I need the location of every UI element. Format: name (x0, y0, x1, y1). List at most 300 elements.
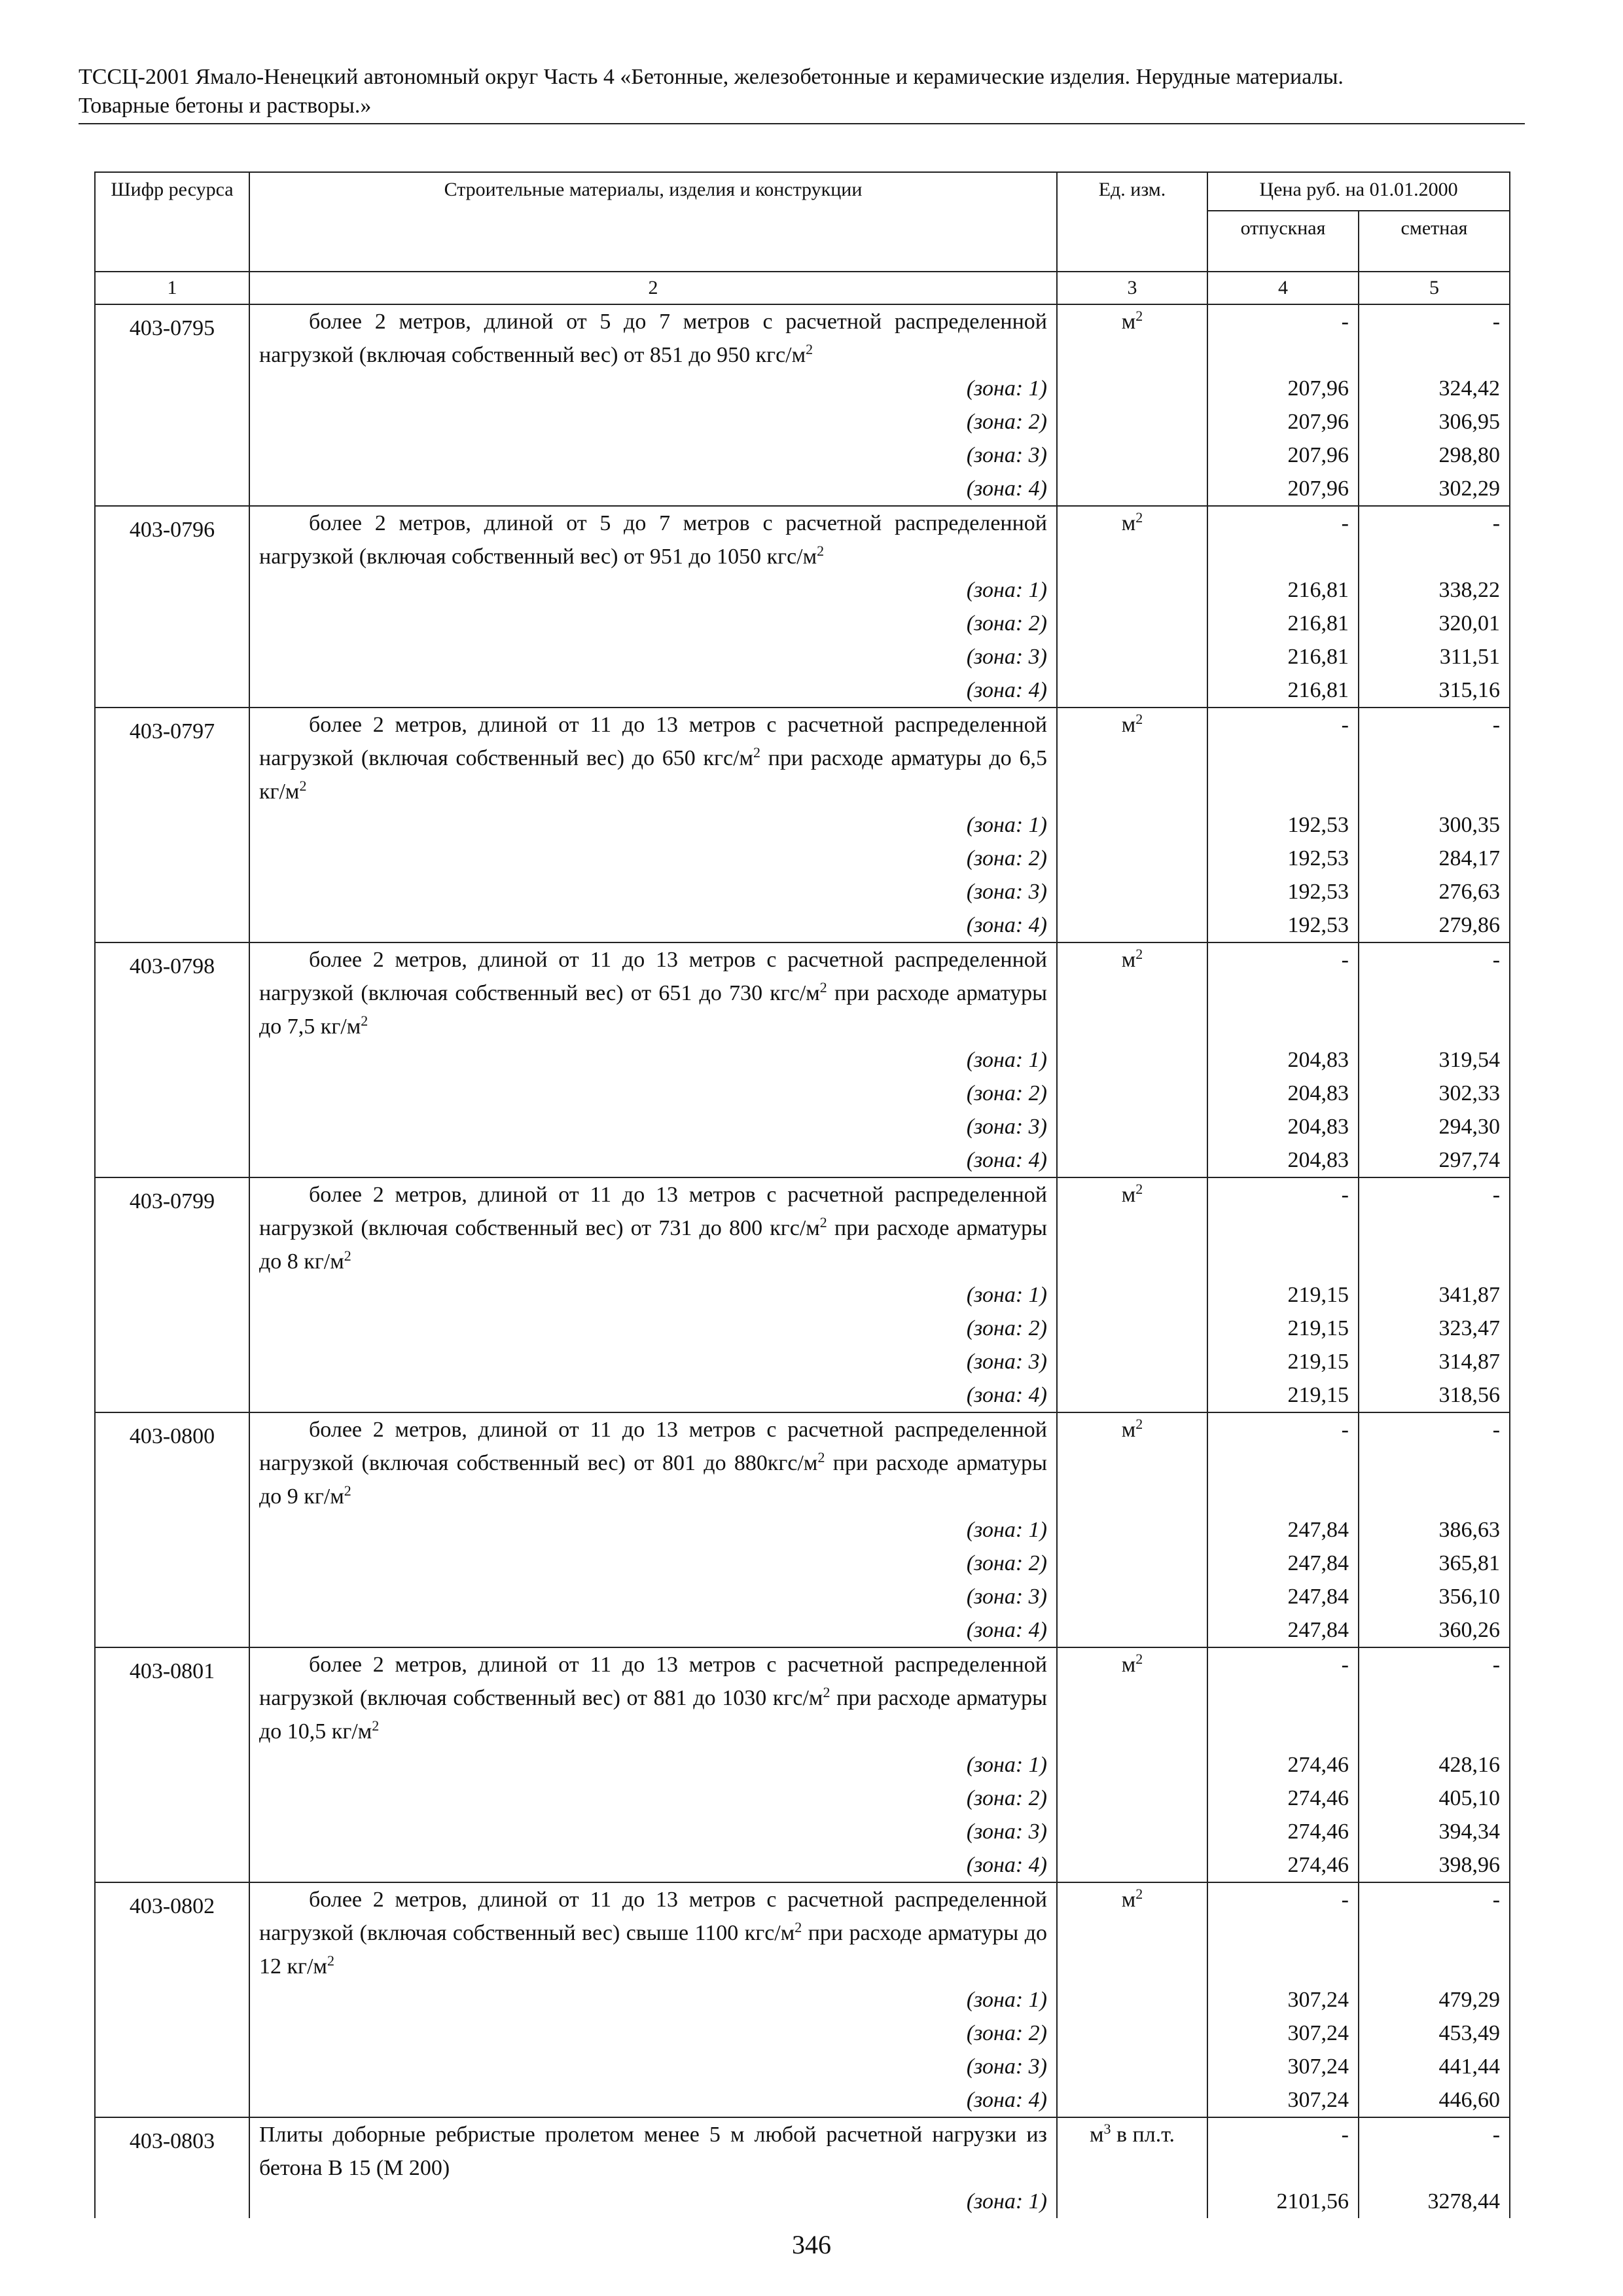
col-num-5: 5 (1359, 272, 1510, 304)
zone-row (95, 2185, 1510, 2218)
unit-superscript: 2 (1135, 710, 1143, 727)
unit-text: м (1121, 511, 1136, 535)
zone-code-empty (95, 1580, 249, 1613)
description-superscript: 2 (753, 744, 761, 761)
zone-estimate-price: 311,51 (1359, 640, 1510, 673)
zone-row (95, 2083, 1510, 2117)
zone-row (95, 1613, 1510, 1647)
release-price: - (1207, 1177, 1359, 1278)
zone-code-empty (95, 2185, 249, 2218)
description-superscript-2: 2 (299, 777, 307, 794)
item-description (249, 942, 1057, 1043)
zone-estimate-price: 341,87 (1359, 1278, 1510, 1312)
zone-estimate-price: 319,54 (1359, 1043, 1510, 1077)
unit-text: м (1121, 1183, 1136, 1207)
zone-row (95, 1547, 1510, 1580)
table-header (95, 172, 1510, 304)
zone-estimate-price: 453,49 (1359, 2017, 1510, 2050)
zone-unit-empty (1057, 2083, 1207, 2117)
unit-superscript: 2 (1135, 1180, 1143, 1197)
description-text: более 2 метров, длиной от 11 до 13 метров с расчетной распределенной нагрузкой (включая собственный вес) от 731 до 800 кгс/м (259, 1183, 1047, 1240)
col-num-3: 3 (1057, 272, 1207, 304)
resource-code: 403-0795 (95, 304, 249, 372)
zone-code-empty (95, 2083, 249, 2117)
zone-row (95, 1848, 1510, 1882)
zone-estimate-price: 394,34 (1359, 1815, 1510, 1848)
estimate-price: - (1359, 1647, 1510, 1748)
zone-code-empty (95, 1043, 249, 1077)
zone-release-price: 216,81 (1207, 607, 1359, 640)
table-body (95, 304, 1510, 2218)
page-number: 346 (792, 2230, 831, 2259)
zone-code-empty (95, 1547, 249, 1580)
zone-estimate-price: 405,10 (1359, 1782, 1510, 1815)
table-row (95, 942, 1510, 1043)
col-estimate-header: сметная (1359, 211, 1510, 272)
table-row (95, 304, 1510, 372)
description-superscript: 2 (806, 340, 813, 357)
col-price-header: Цена руб. на 01.01.2000 (1207, 172, 1510, 211)
zone-unit-empty (1057, 573, 1207, 607)
zone-row (95, 875, 1510, 908)
zone-estimate-price: 324,42 (1359, 372, 1510, 405)
zone-code-empty (95, 1815, 249, 1848)
zone-estimate-price: 446,60 (1359, 2083, 1510, 2117)
zone-code-empty (95, 607, 249, 640)
zone-label: (зона: 3) (249, 1580, 1057, 1613)
zone-code-empty (95, 1848, 249, 1882)
unit-superscript: 2 (1135, 1885, 1143, 1902)
zone-release-price: 219,15 (1207, 1278, 1359, 1312)
zone-row (95, 1580, 1510, 1613)
zone-code-empty (95, 472, 249, 506)
zone-unit-empty (1057, 1345, 1207, 1378)
description-superscript: 2 (819, 978, 827, 996)
description-text: более 2 метров, длиной от 11 до 13 метров с расчетной распределенной нагрузкой (включая собственный вес) от 881 до 1030 кгс/м (259, 1653, 1047, 1710)
zone-estimate-price: 279,86 (1359, 908, 1510, 942)
resource-code: 403-0798 (95, 942, 249, 1043)
zone-code-empty (95, 2050, 249, 2083)
zone-label: (зона: 2) (249, 607, 1057, 640)
unit (1057, 1177, 1207, 1278)
zone-estimate-price: 338,22 (1359, 573, 1510, 607)
description-tail: при расходе арматуры до 12 кг/м (259, 1921, 1047, 1979)
zone-code-empty (95, 1312, 249, 1345)
zone-unit-empty (1057, 875, 1207, 908)
zone-row (95, 1312, 1510, 1345)
zone-estimate-price: 428,16 (1359, 1748, 1510, 1782)
zone-estimate-price: 356,10 (1359, 1580, 1510, 1613)
zone-unit-empty (1057, 1043, 1207, 1077)
resource-code: 403-0799 (95, 1177, 249, 1278)
zone-code-empty (95, 2017, 249, 2050)
col-num-4: 4 (1207, 272, 1359, 304)
zone-unit-empty (1057, 1143, 1207, 1177)
zone-code-empty (95, 1110, 249, 1143)
zone-release-price: 216,81 (1207, 573, 1359, 607)
unit-superscript: 2 (1135, 509, 1143, 526)
zone-row (95, 908, 1510, 942)
release-price: - (1207, 1882, 1359, 1983)
description-superscript: 2 (823, 1683, 830, 1700)
description-text: более 2 метров, длиной от 11 до 13 метров с расчетной распределенной нагрузкой (включая собственный вес) свыше 1100 кгс/м (259, 1888, 1047, 1945)
estimate-price: - (1359, 304, 1510, 372)
resource-code: 403-0801 (95, 1647, 249, 1748)
zone-unit-empty (1057, 1312, 1207, 1345)
zone-release-price: 247,84 (1207, 1580, 1359, 1613)
zone-row (95, 1143, 1510, 1177)
zone-unit-empty (1057, 1077, 1207, 1110)
zone-release-price: 307,24 (1207, 2017, 1359, 2050)
zone-code-empty (95, 1613, 249, 1647)
zone-label: (зона: 3) (249, 2050, 1057, 2083)
unit (1057, 708, 1207, 808)
table-row (95, 1882, 1510, 1983)
resource-code: 403-0802 (95, 1882, 249, 1983)
table-row (95, 506, 1510, 573)
zone-code-empty (95, 1983, 249, 2017)
zone-estimate-price: 398,96 (1359, 1848, 1510, 1882)
zone-estimate-price: 365,81 (1359, 1547, 1510, 1580)
zone-label: (зона: 4) (249, 1143, 1057, 1177)
zone-estimate-price: 314,87 (1359, 1345, 1510, 1378)
zone-row (95, 1077, 1510, 1110)
zone-label: (зона: 1) (249, 1513, 1057, 1547)
zone-release-price: 204,83 (1207, 1077, 1359, 1110)
zone-estimate-price: 315,16 (1359, 673, 1510, 708)
release-price: - (1207, 708, 1359, 808)
estimate-price: - (1359, 708, 1510, 808)
table-row (95, 1177, 1510, 1278)
item-description (249, 708, 1057, 808)
unit-superscript: 2 (1135, 307, 1143, 324)
price-table (94, 171, 1510, 2218)
col-code-header: Шифр ресурса (95, 172, 249, 272)
zone-code-empty (95, 405, 249, 439)
release-price: - (1207, 304, 1359, 372)
page-header (79, 63, 1525, 124)
estimate-price: - (1359, 1882, 1510, 1983)
description-text: более 2 метров, длиной от 11 до 13 метров с расчетной распределенной нагрузкой (включая собственный вес) от 651 до 730 кгс/м (259, 948, 1047, 1005)
zone-label: (зона: 1) (249, 2185, 1057, 2218)
description-superscript-2: 2 (327, 1952, 334, 1969)
zone-label: (зона: 4) (249, 472, 1057, 506)
zone-unit-empty (1057, 1748, 1207, 1782)
zone-estimate-price: 276,63 (1359, 875, 1510, 908)
zone-label: (зона: 1) (249, 573, 1057, 607)
zone-unit-empty (1057, 472, 1207, 506)
description-text: более 2 метров, длиной от 11 до 13 метров с расчетной распределенной нагрузкой (включая собственный вес) от 801 до 880кгс/м (259, 1418, 1047, 1475)
zone-code-empty (95, 1345, 249, 1378)
zone-row (95, 673, 1510, 708)
zone-unit-empty (1057, 1378, 1207, 1412)
zone-code-empty (95, 673, 249, 708)
zone-release-price: 219,15 (1207, 1312, 1359, 1345)
zone-label: (зона: 2) (249, 405, 1057, 439)
zone-estimate-price: 294,30 (1359, 1110, 1510, 1143)
zone-row (95, 1345, 1510, 1378)
unit (1057, 1647, 1207, 1748)
col-num-1: 1 (95, 272, 249, 304)
zone-unit-empty (1057, 1815, 1207, 1848)
header-line-2: Товарные бетоны и растворы.» (79, 94, 372, 118)
unit-superscript: 2 (1135, 1650, 1143, 1667)
zone-code-empty (95, 573, 249, 607)
header-line-1: ТССЦ-2001 Ямало-Ненецкий автономный округ Часть 4 «Бетонные, железобетонные и керамические изделия. Нерудные материалы. (79, 65, 1344, 89)
description-superscript-2: 2 (344, 1482, 351, 1499)
zone-release-price: 274,46 (1207, 1815, 1359, 1848)
zone-label: (зона: 4) (249, 1613, 1057, 1647)
zone-unit-empty (1057, 1580, 1207, 1613)
table-row (95, 2117, 1510, 2185)
zone-release-price: 216,81 (1207, 640, 1359, 673)
zone-label: (зона: 3) (249, 439, 1057, 472)
zone-release-price: 247,84 (1207, 1613, 1359, 1647)
zone-unit-empty (1057, 2017, 1207, 2050)
zone-row (95, 2050, 1510, 2083)
zone-label: (зона: 1) (249, 1278, 1057, 1312)
item-description (249, 304, 1057, 372)
zone-release-price: 192,53 (1207, 842, 1359, 875)
unit-superscript: 2 (1135, 945, 1143, 962)
zone-unit-empty (1057, 607, 1207, 640)
zone-row (95, 1748, 1510, 1782)
zone-code-empty (95, 808, 249, 842)
zone-unit-empty (1057, 1983, 1207, 2017)
zone-label: (зона: 4) (249, 1848, 1057, 1882)
zone-label: (зона: 3) (249, 1110, 1057, 1143)
zone-label: (зона: 1) (249, 372, 1057, 405)
zone-label: (зона: 4) (249, 2083, 1057, 2117)
description-superscript-2: 2 (344, 1247, 351, 1264)
zone-row (95, 607, 1510, 640)
unit (1057, 2117, 1207, 2185)
zone-unit-empty (1057, 2185, 1207, 2218)
description-tail: при расходе арматуры до 7,5 кг/м (259, 981, 1047, 1039)
item-description (249, 506, 1057, 573)
description-tail: при расходе арматуры до 10,5 кг/м (259, 1686, 1047, 1744)
description-text: более 2 метров, длиной от 5 до 7 метров с расчетной распределенной нагрузкой (включая собственный вес) от 851 до 950 кгс/м (259, 310, 1047, 367)
zone-estimate-price: 306,95 (1359, 405, 1510, 439)
unit-superscript: 3 (1103, 2120, 1111, 2137)
zone-label: (зона: 3) (249, 875, 1057, 908)
zone-release-price: 207,96 (1207, 372, 1359, 405)
resource-code: 403-0796 (95, 506, 249, 573)
description-tail: при расходе арматуры до 6,5 кг/м (259, 746, 1047, 804)
zone-label: (зона: 3) (249, 1815, 1057, 1848)
zone-label: (зона: 1) (249, 1748, 1057, 1782)
description-tail: при расходе арматуры до 8 кг/м (259, 1216, 1047, 1274)
zone-estimate-price: 284,17 (1359, 842, 1510, 875)
unit-text: м (1121, 310, 1136, 334)
description-superscript-2: 2 (361, 1012, 368, 1029)
item-description (249, 2117, 1057, 2185)
zone-code-empty (95, 439, 249, 472)
unit-text: м (1121, 1418, 1136, 1442)
zone-release-price: 207,96 (1207, 439, 1359, 472)
zone-unit-empty (1057, 372, 1207, 405)
unit-text: м (1121, 948, 1136, 972)
zone-estimate-price: 479,29 (1359, 1983, 1510, 2017)
unit-text: м (1089, 2123, 1104, 2147)
zone-label: (зона: 4) (249, 673, 1057, 708)
zone-estimate-price: 297,74 (1359, 1143, 1510, 1177)
zone-row (95, 405, 1510, 439)
zone-estimate-price: 318,56 (1359, 1378, 1510, 1412)
zone-release-price: 247,84 (1207, 1547, 1359, 1580)
zone-release-price: 2101,56 (1207, 2185, 1359, 2218)
zone-release-price: 192,53 (1207, 875, 1359, 908)
zone-release-price: 307,24 (1207, 1983, 1359, 2017)
zone-estimate-price: 320,01 (1359, 607, 1510, 640)
zone-release-price: 204,83 (1207, 1043, 1359, 1077)
zone-row (95, 1815, 1510, 1848)
zone-label: (зона: 2) (249, 1547, 1057, 1580)
zone-unit-empty (1057, 405, 1207, 439)
zone-release-price: 274,46 (1207, 1848, 1359, 1882)
zone-label: (зона: 3) (249, 640, 1057, 673)
unit-text: м (1121, 1653, 1136, 1677)
zone-estimate-price: 441,44 (1359, 2050, 1510, 2083)
zone-label: (зона: 4) (249, 908, 1057, 942)
zone-release-price: 219,15 (1207, 1378, 1359, 1412)
zone-label: (зона: 2) (249, 842, 1057, 875)
zone-release-price: 307,24 (1207, 2083, 1359, 2117)
zone-code-empty (95, 372, 249, 405)
zone-unit-empty (1057, 1110, 1207, 1143)
zone-release-price: 192,53 (1207, 908, 1359, 942)
zone-release-price: 207,96 (1207, 472, 1359, 506)
zone-row (95, 1110, 1510, 1143)
estimate-price: - (1359, 1412, 1510, 1513)
zone-row (95, 1983, 1510, 2017)
zone-label: (зона: 2) (249, 2017, 1057, 2050)
zone-release-price: 274,46 (1207, 1782, 1359, 1815)
resource-code: 403-0800 (95, 1412, 249, 1513)
zone-release-price: 192,53 (1207, 808, 1359, 842)
estimate-price: - (1359, 2117, 1510, 2185)
zone-row (95, 1782, 1510, 1815)
zone-release-price: 216,81 (1207, 673, 1359, 708)
zone-label: (зона: 1) (249, 1043, 1057, 1077)
zone-unit-empty (1057, 640, 1207, 673)
zone-label: (зона: 1) (249, 1983, 1057, 2017)
description-superscript: 2 (819, 1213, 827, 1230)
col-name-header: Строительные материалы, изделия и конструкции (249, 172, 1057, 272)
zone-estimate-price: 298,80 (1359, 439, 1510, 472)
zone-unit-empty (1057, 673, 1207, 708)
zone-unit-empty (1057, 1782, 1207, 1815)
zone-unit-empty (1057, 439, 1207, 472)
table-row (95, 1412, 1510, 1513)
zone-label: (зона: 1) (249, 808, 1057, 842)
zone-code-empty (95, 875, 249, 908)
zone-label: (зона: 2) (249, 1782, 1057, 1815)
zone-estimate-price: 3278,44 (1359, 2185, 1510, 2218)
zone-row (95, 1278, 1510, 1312)
estimate-price: - (1359, 942, 1510, 1043)
zone-row (95, 1378, 1510, 1412)
zone-code-empty (95, 1378, 249, 1412)
zone-unit-empty (1057, 842, 1207, 875)
table-row (95, 1647, 1510, 1748)
zone-row (95, 372, 1510, 405)
zone-release-price: 207,96 (1207, 405, 1359, 439)
zone-release-price: 204,83 (1207, 1110, 1359, 1143)
zone-release-price: 274,46 (1207, 1748, 1359, 1782)
zone-estimate-price: 360,26 (1359, 1613, 1510, 1647)
zone-unit-empty (1057, 1848, 1207, 1882)
zone-label: (зона: 2) (249, 1312, 1057, 1345)
zone-unit-empty (1057, 1547, 1207, 1580)
zone-unit-empty (1057, 808, 1207, 842)
zone-estimate-price: 323,47 (1359, 1312, 1510, 1345)
unit-text: м (1121, 713, 1136, 737)
zone-row (95, 1043, 1510, 1077)
description-superscript: 2 (794, 1918, 802, 1935)
description-text: более 2 метров, длиной от 11 до 13 метров с расчетной распределенной нагрузкой (включая собственный вес) до 650 кгс/м (259, 713, 1047, 770)
zone-code-empty (95, 1782, 249, 1815)
release-price: - (1207, 506, 1359, 573)
zone-code-empty (95, 640, 249, 673)
resource-code: 403-0797 (95, 708, 249, 808)
zone-estimate-price: 302,33 (1359, 1077, 1510, 1110)
resource-code: 403-0803 (95, 2117, 249, 2185)
unit (1057, 304, 1207, 372)
zone-code-empty (95, 842, 249, 875)
description-superscript: 2 (817, 542, 825, 559)
estimate-price: - (1359, 506, 1510, 573)
unit (1057, 1412, 1207, 1513)
zone-unit-empty (1057, 1613, 1207, 1647)
description-superscript-2: 2 (372, 1717, 380, 1734)
zone-row (95, 2017, 1510, 2050)
unit (1057, 1882, 1207, 1983)
item-description (249, 1882, 1057, 1983)
zone-row (95, 640, 1510, 673)
zone-label: (зона: 2) (249, 1077, 1057, 1110)
unit-superscript: 2 (1135, 1415, 1143, 1432)
zone-row (95, 808, 1510, 842)
item-description (249, 1647, 1057, 1748)
col-unit-header: Ед. изм. (1057, 172, 1207, 272)
release-price: - (1207, 942, 1359, 1043)
zone-row (95, 472, 1510, 506)
zone-unit-empty (1057, 908, 1207, 942)
description-superscript: 2 (817, 1448, 825, 1465)
zone-release-price: 204,83 (1207, 1143, 1359, 1177)
estimate-price: - (1359, 1177, 1510, 1278)
zone-unit-empty (1057, 1278, 1207, 1312)
zone-release-price: 247,84 (1207, 1513, 1359, 1547)
description-tail: при расходе арматуры до 9 кг/м (259, 1451, 1047, 1509)
zone-unit-empty (1057, 2050, 1207, 2083)
item-description (249, 1177, 1057, 1278)
zone-estimate-price: 302,29 (1359, 472, 1510, 506)
zone-release-price: 219,15 (1207, 1345, 1359, 1378)
zone-estimate-price: 300,35 (1359, 808, 1510, 842)
zone-row (95, 573, 1510, 607)
zone-code-empty (95, 1143, 249, 1177)
unit-tail: в пл.т. (1111, 2123, 1175, 2147)
release-price: - (1207, 1647, 1359, 1748)
zone-code-empty (95, 1077, 249, 1110)
zone-code-empty (95, 1513, 249, 1547)
description-text: Плиты доборные ребристые пролетом менее 5 м любой расчетной нагрузки из бетона В 15 (М 200) (259, 2123, 1047, 2180)
table-row (95, 708, 1510, 808)
description-text: более 2 метров, длиной от 5 до 7 метров с расчетной распределенной нагрузкой (включая собственный вес) от 951 до 1050 кгс/м (259, 511, 1047, 569)
col-num-2: 2 (249, 272, 1057, 304)
